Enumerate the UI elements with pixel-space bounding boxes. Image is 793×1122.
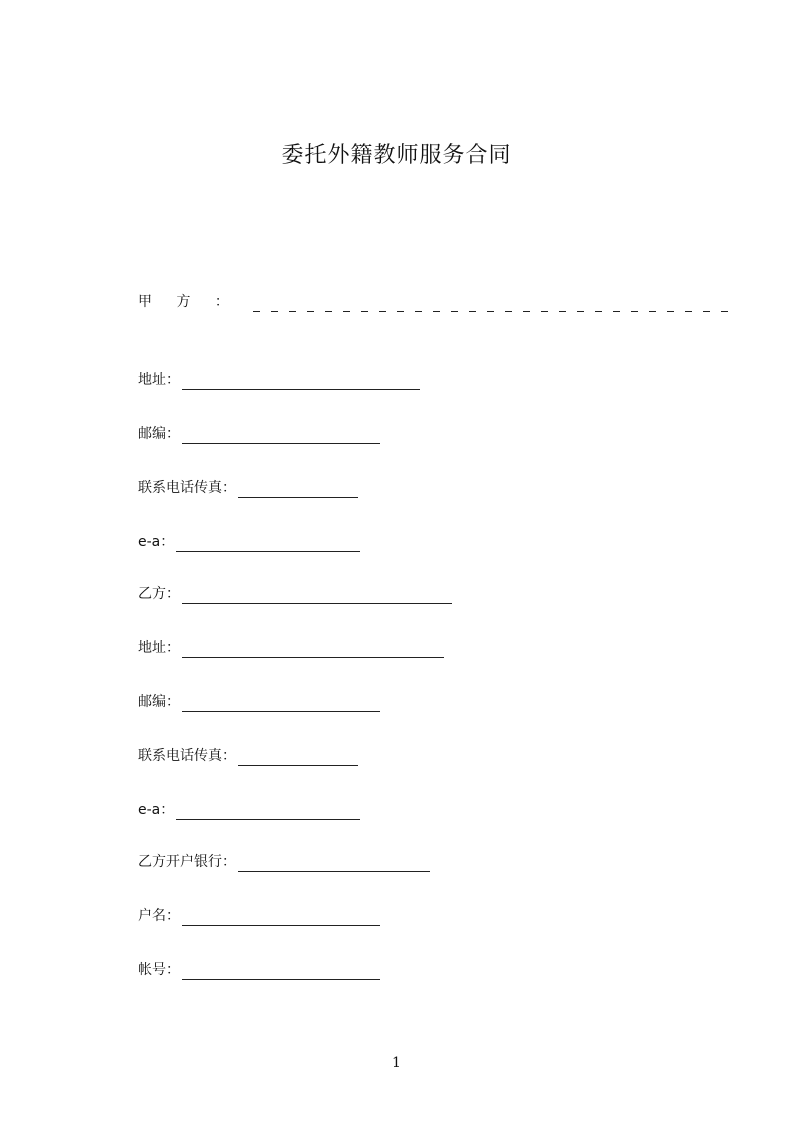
party-b-address-blank — [182, 643, 444, 658]
field-label: e-a： — [138, 534, 175, 550]
party-b-email-blank — [176, 805, 360, 820]
party-b-address-row — [138, 638, 444, 658]
account-name-row — [138, 906, 380, 926]
account-name-blank — [182, 911, 380, 926]
field-label: 联系电话传真： — [138, 748, 236, 764]
party-a-row — [138, 292, 733, 312]
party-a-phone-fax-row — [138, 478, 358, 498]
party-a-address-row — [138, 370, 420, 390]
party-a-email-blank — [176, 537, 360, 552]
party-a-phone-fax-blank — [238, 483, 358, 498]
field-label: e-a： — [138, 802, 175, 818]
party-b-phone-fax-row — [138, 746, 358, 766]
field-label: 联系电话传真： — [138, 480, 236, 496]
party-a-address-blank — [182, 375, 420, 390]
party-b-email-row — [138, 800, 360, 820]
document-title: 委托外籍教师服务合同 — [281, 143, 512, 168]
field-label: 乙方： — [138, 586, 180, 602]
party-b-postcode-row — [138, 692, 380, 712]
field-label: 帐号： — [138, 962, 180, 978]
page-number: 1 — [392, 1055, 401, 1071]
party-a-postcode-blank — [182, 429, 380, 444]
field-label: 户名： — [138, 908, 180, 924]
field-label: 邮编： — [138, 426, 180, 442]
party-a-label: 甲 方 ： — [138, 294, 239, 310]
field-label: 地址： — [138, 640, 180, 656]
party-b-postcode-blank — [182, 697, 380, 712]
party-a-blank — [253, 298, 733, 312]
party-b-row — [138, 584, 452, 604]
party-a-postcode-row — [138, 424, 380, 444]
field-label: 地址： — [138, 372, 180, 388]
party-b-bank-row — [138, 852, 430, 872]
field-label: 邮编： — [138, 694, 180, 710]
party-a-email-row — [138, 532, 360, 552]
party-b-bank-blank — [238, 857, 430, 872]
account-number-blank — [182, 965, 380, 980]
party-b-blank — [182, 589, 452, 604]
account-number-row — [138, 960, 380, 980]
party-b-phone-fax-blank — [238, 751, 358, 766]
field-label: 乙方开户银行： — [138, 854, 236, 870]
